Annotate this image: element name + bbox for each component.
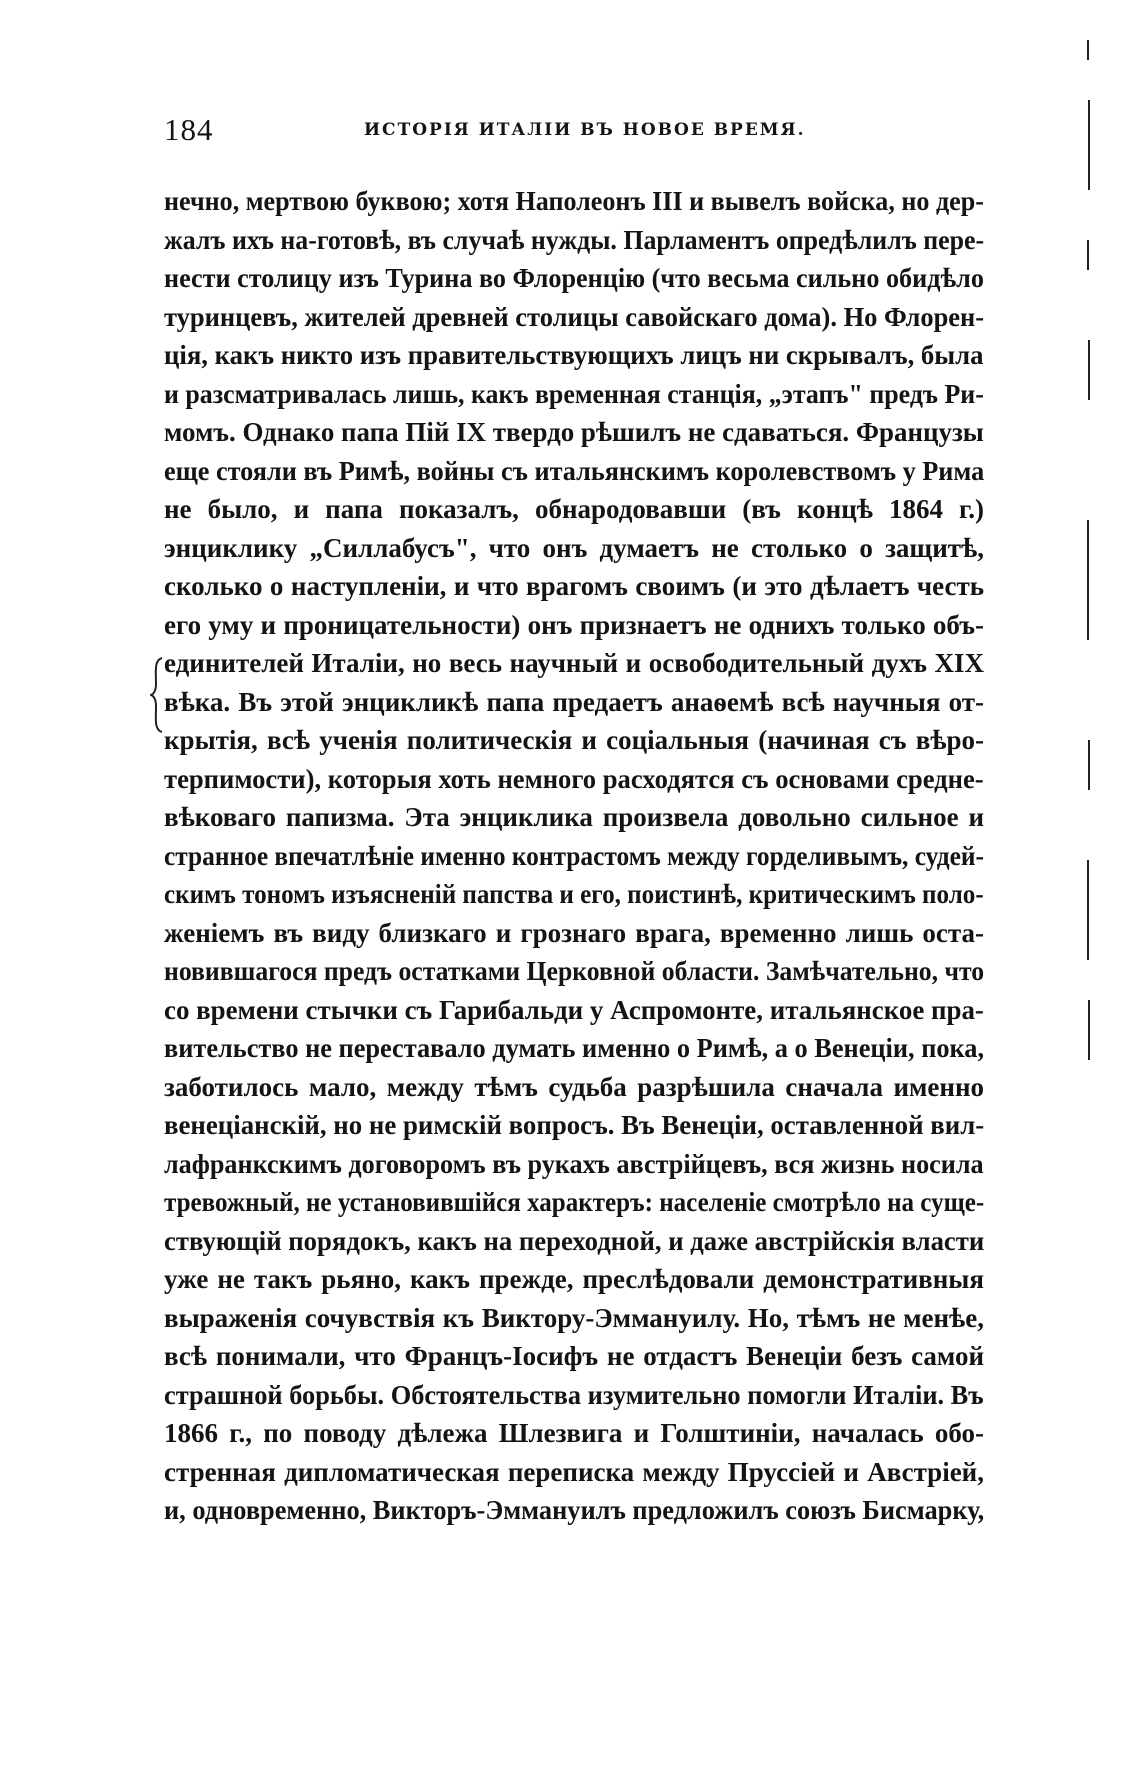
text-line: вительство не переставало думать именно о Римѣ, а о Венеціи, пока, (164, 1033, 985, 1063)
text-line: вѣковаго папизма. Эта энциклика произвела довольно сильное и (164, 802, 984, 832)
page-number: 184 (164, 112, 214, 147)
running-head: ИСТОРІЯ ИТАЛІИ ВЪ НОВОЕ ВРЕМЯ. (364, 120, 806, 140)
text-line: страшной борьбы. Обстоятельства изумительно помогли Италіи. Въ (164, 1379, 984, 1410)
text-line: заботилось мало, между тѣмъ судьба разрѣшила сначала именно (164, 1071, 984, 1102)
page-header (164, 112, 984, 152)
text-line: и, одновременно, Викторъ-Эммануилъ предложилъ союзъ Бисмарку, (164, 1495, 985, 1525)
text-line: странное впечатлѣніе именно контрастомъ между горделивымъ, судей- (164, 840, 984, 871)
text-line: уже не такъ рьяно, какъ прежде, преслѣдовали демонстративныя (164, 1264, 984, 1294)
body-text (164, 182, 984, 1530)
text-line: вѣка. Въ этой энцикликѣ папа предаетъ анаѳемѣ всѣ научныя от- (164, 686, 984, 717)
text-line: не было, и папа показалъ, обнародовавши (въ концѣ 1864 г.) (164, 494, 984, 524)
text-line: и разсматривалась лишь, какъ временная станція, „этапъ" предъ Ри- (164, 378, 984, 409)
text-line: со времени стычки съ Гарибальди у Аспромонте, итальянское пра- (164, 994, 984, 1025)
text-line: нести столицу изъ Турина во Флоренцію (что весьма сильно обидѣло (164, 263, 984, 293)
text-line: всѣ понимали, что Францъ-Іосифъ не отдастъ Венеціи безъ самой (164, 1341, 984, 1371)
text-line: ція, какъ никто изъ правительствующихъ лицъ ни скрывалъ, была (164, 340, 984, 370)
text-line: стренная дипломатическая переписка между Пруссіей и Австріей, (164, 1456, 984, 1487)
text-line: единителей Италіи, но весь научный и освободительный духъ XIX (164, 648, 984, 678)
text-line: тревожный, не установившійся характеръ: населеніе смотрѣло на суще- (164, 1187, 985, 1217)
text-line: энциклику „Силлабусъ", что онъ думаетъ не столько о защитѣ, (164, 532, 984, 563)
text-line: нечно, мертвою буквою; хотя Наполеонъ III и вывелъ войска, но дер- (164, 186, 984, 216)
text-line: момъ. Однако папа Пій IX твердо рѣшилъ не сдаваться. Французы (164, 417, 984, 447)
text-line: туринцевъ, жителей древней столицы савойскаго дома). Но Флорен- (164, 301, 985, 332)
text-line: крытія, всѣ ученія политическія и соціальныя (начиная съ вѣро- (164, 725, 984, 755)
margin-brace-mark (150, 656, 164, 734)
text-line: терпимости), которыя хоть немного расходятся съ основами средне- (164, 763, 984, 794)
text-line: его уму и проницательности) онъ признаетъ не однихъ только объ- (164, 609, 984, 640)
text-line: женіемъ въ виду близкаго и грознаго врага, временно лишь оста- (164, 917, 984, 948)
text-line: ствующій порядокъ, какъ на переходной, и даже австрійскія власти (164, 1225, 985, 1256)
text-line: жалъ ихъ на-готовѣ, въ случаѣ нужды. Парламентъ опредѣлилъ пере- (164, 224, 985, 255)
text-line: лафранкскимъ договоромъ въ рукахъ австрійцевъ, вся жизнь носила (164, 1148, 984, 1179)
text-line: 1866 г., по поводу дѣлежа Шлезвига и Голштиніи, началась обо- (164, 1418, 984, 1448)
text-line: выраженія сочувствія къ Виктору-Эммануилу. Но, тѣмъ не менѣе, (164, 1302, 984, 1333)
text-line: еще стояли въ Римѣ, войны съ итальянскимъ королевствомъ у Рима (164, 455, 985, 486)
text-line: сколько о наступленіи, и что врагомъ своимъ (и это дѣлаетъ честь (164, 571, 984, 601)
text-line: новившагося предъ остатками Церковной области. Замѣчательно, что (164, 956, 985, 986)
text-line: скимъ тономъ изъясненій папства и его, поистинѣ, критическимъ поло- (164, 879, 984, 909)
text-line: венеціанскій, но не римскій вопросъ. Въ Венеціи, оставленной вил- (164, 1110, 985, 1140)
scan-edge-marks (1087, 40, 1091, 1080)
